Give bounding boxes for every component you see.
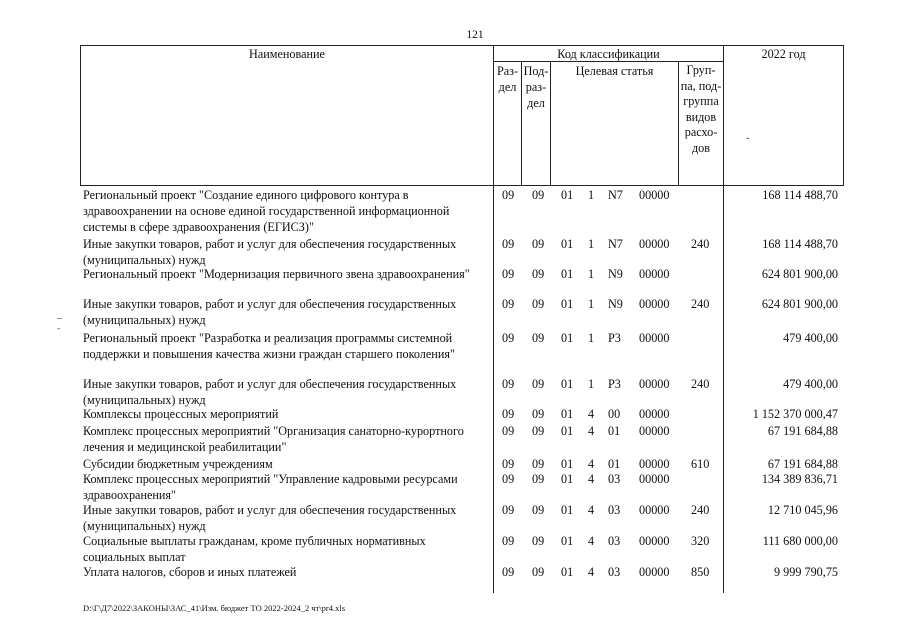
row-code-p: 09 <box>532 565 545 579</box>
row-code-r: 09 <box>502 267 515 281</box>
row-code-p: 09 <box>532 188 545 202</box>
row-code-c3: 01 <box>608 457 621 471</box>
header-name: Наименование <box>249 47 325 61</box>
row-code-c1: 01 <box>561 188 574 202</box>
row-code-c2: 1 <box>588 237 595 251</box>
col-divider-name <box>493 45 494 593</box>
row-code-p: 09 <box>532 503 545 517</box>
row-code-p: 09 <box>532 377 545 391</box>
row-code-c4: 00000 <box>639 377 670 391</box>
row-code-g: 850 <box>691 565 710 579</box>
row-code-c3: N9 <box>608 297 623 311</box>
row-code-c4: 00000 <box>639 237 670 251</box>
row-code-c4: 00000 <box>639 297 670 311</box>
row-code-p: 09 <box>532 267 545 281</box>
row-code-c1: 01 <box>561 457 574 471</box>
col-divider-podrazdel <box>550 61 551 186</box>
row-code-c1: 01 <box>561 377 574 391</box>
row-name: Иные закупки товаров, работ и услуг для обеспечения государственных (муниципальных) нужд <box>83 237 457 267</box>
row-name: Иные закупки товаров, работ и услуг для обеспечения государственных (муниципальных) нужд <box>83 297 457 327</box>
row-amount: 111 680 000,00 <box>762 534 838 548</box>
header-year: 2022 год <box>761 47 806 61</box>
header-bottom-border <box>80 185 844 186</box>
row-code-r: 09 <box>502 188 515 202</box>
row-code-c2: 4 <box>588 565 595 579</box>
row-code-g: 610 <box>691 457 710 471</box>
row-code-c2: 1 <box>588 377 595 391</box>
row-amount: 168 114 488,70 <box>762 237 838 251</box>
row-code-c3: 00 <box>608 407 621 421</box>
row-code-c2: 1 <box>588 331 595 345</box>
row-code-c4: 00000 <box>639 267 670 281</box>
row-code-c2: 4 <box>588 457 595 471</box>
row-code-r: 09 <box>502 472 515 486</box>
scan-mark: – <box>57 313 62 324</box>
row-amount: 134 389 836,71 <box>761 472 838 486</box>
row-amount: 1 152 370 000,47 <box>752 407 838 421</box>
row-code-p: 09 <box>532 472 545 486</box>
row-code-r: 09 <box>502 237 515 251</box>
row-name: Субсидии бюджетным учреждениям <box>83 457 273 471</box>
row-code-c3: P3 <box>608 331 621 345</box>
scan-mark: ˉ <box>57 327 61 338</box>
row-code-c4: 00000 <box>639 457 670 471</box>
row-code-r: 09 <box>502 407 515 421</box>
row-code-c2: 4 <box>588 503 595 517</box>
header-podrazdel: Под- раз- дел <box>523 64 549 110</box>
row-name: Региональный проект "Модернизация первичного звена здравоохранения" <box>83 267 470 281</box>
row-code-c1: 01 <box>561 424 574 438</box>
row-name: Региональный проект "Создание единого цифрового контура в здравоохранении на основе единой государственной информационной системы в сфере здравоохранения (ЕГИСЗ)" <box>83 188 450 234</box>
header-code: Код классификации <box>557 47 660 61</box>
row-code-c3: N7 <box>608 188 623 202</box>
row-code-p: 09 <box>532 331 545 345</box>
row-code-c3: P3 <box>608 377 621 391</box>
row-code-c1: 01 <box>561 565 574 579</box>
row-amount: 479 400,00 <box>783 331 838 345</box>
row-code-c3: 03 <box>608 503 621 517</box>
row-code-g: 240 <box>691 237 710 251</box>
row-amount: 168 114 488,70 <box>762 188 838 202</box>
header-target: Целевая статья <box>575 64 654 78</box>
row-code-c2: 1 <box>588 188 595 202</box>
row-code-p: 09 <box>532 534 545 548</box>
row-code-r: 09 <box>502 534 515 548</box>
row-amount: 12 710 045,96 <box>767 503 838 517</box>
row-code-c4: 00000 <box>639 188 670 202</box>
row-code-c2: 4 <box>588 407 595 421</box>
row-amount: 624 801 900,00 <box>761 297 838 311</box>
row-code-p: 09 <box>532 297 545 311</box>
row-name: Иные закупки товаров, работ и услуг для обеспечения государственных (муниципальных) нужд <box>83 503 457 533</box>
row-code-c3: 03 <box>608 534 621 548</box>
row-code-c2: 4 <box>588 424 595 438</box>
row-code-r: 09 <box>502 457 515 471</box>
row-code-c2: 1 <box>588 297 595 311</box>
row-amount: 9 999 790,75 <box>774 565 838 579</box>
row-code-c4: 00000 <box>639 331 670 345</box>
row-code-p: 09 <box>532 424 545 438</box>
row-code-c1: 01 <box>561 407 574 421</box>
table-right-border <box>843 45 844 186</box>
row-name: Комплексы процессных мероприятий <box>83 407 279 421</box>
row-amount: 67 191 684,88 <box>767 457 838 471</box>
row-code-c2: 1 <box>588 267 595 281</box>
row-name: Комплекс процессных мероприятий "Управление кадровыми ресурсами здравоохранения" <box>83 472 458 502</box>
row-code-c1: 01 <box>561 297 574 311</box>
row-code-c2: 4 <box>588 534 595 548</box>
row-code-c4: 00000 <box>639 565 670 579</box>
row-code-c1: 01 <box>561 237 574 251</box>
row-code-r: 09 <box>502 424 515 438</box>
row-code-c3: 01 <box>608 424 621 438</box>
row-code-c2: 4 <box>588 472 595 486</box>
row-code-p: 09 <box>532 407 545 421</box>
row-code-r: 09 <box>502 565 515 579</box>
row-code-r: 09 <box>502 331 515 345</box>
row-code-p: 09 <box>532 457 545 471</box>
row-code-c3: N7 <box>608 237 623 251</box>
row-code-g: 240 <box>691 297 710 311</box>
page-number: 121 <box>466 29 484 41</box>
row-code-r: 09 <box>502 377 515 391</box>
row-code-g: 240 <box>691 503 710 517</box>
row-code-c4: 00000 <box>639 534 670 548</box>
row-code-c4: 00000 <box>639 472 670 486</box>
header-group: Груп- па, под- группа видов расхо- дов <box>680 63 722 155</box>
col-divider-amount <box>723 45 724 593</box>
row-amount: 479 400,00 <box>783 377 838 391</box>
row-code-c1: 01 <box>561 331 574 345</box>
row-name: Социальные выплаты гражданам, кроме публичных нормативных социальных выплат <box>83 534 426 564</box>
row-code-c4: 00000 <box>639 503 670 517</box>
row-name: Региональный проект "Разработка и реализация программы системной поддержки и повышения качества жизни граждан старшего поколения" <box>83 331 455 361</box>
scan-mark: ˇ <box>746 137 750 148</box>
row-name: Комплекс процессных мероприятий "Организация санаторно-курортного лечения и медицинской реабилитации" <box>83 424 464 454</box>
footer-file-path: D:\Г\Д7\2022\ЗАКОНЫ\ЗАС_41\Изм. бюджет ТО 2022-2024_2 чт\pr4.xls <box>83 603 346 613</box>
row-code-c1: 01 <box>561 267 574 281</box>
row-name: Уплата налогов, сборов и иных платежей <box>83 565 297 579</box>
row-code-c3: N9 <box>608 267 623 281</box>
row-code-r: 09 <box>502 297 515 311</box>
row-code-c4: 00000 <box>639 407 670 421</box>
row-amount: 624 801 900,00 <box>761 267 838 281</box>
row-code-c1: 01 <box>561 503 574 517</box>
row-code-r: 09 <box>502 503 515 517</box>
row-code-c4: 00000 <box>639 424 670 438</box>
row-amount: 67 191 684,88 <box>767 424 838 438</box>
row-code-c1: 01 <box>561 472 574 486</box>
row-code-c3: 03 <box>608 565 621 579</box>
row-code-c1: 01 <box>561 534 574 548</box>
row-code-c3: 03 <box>608 472 621 486</box>
header-razdel: Раз- дел <box>496 64 519 94</box>
row-code-g: 240 <box>691 377 710 391</box>
table-left-border <box>80 45 81 186</box>
row-code-g: 320 <box>691 534 710 548</box>
row-name: Иные закупки товаров, работ и услуг для обеспечения государственных (муниципальных) нужд <box>83 377 457 407</box>
row-code-p: 09 <box>532 237 545 251</box>
